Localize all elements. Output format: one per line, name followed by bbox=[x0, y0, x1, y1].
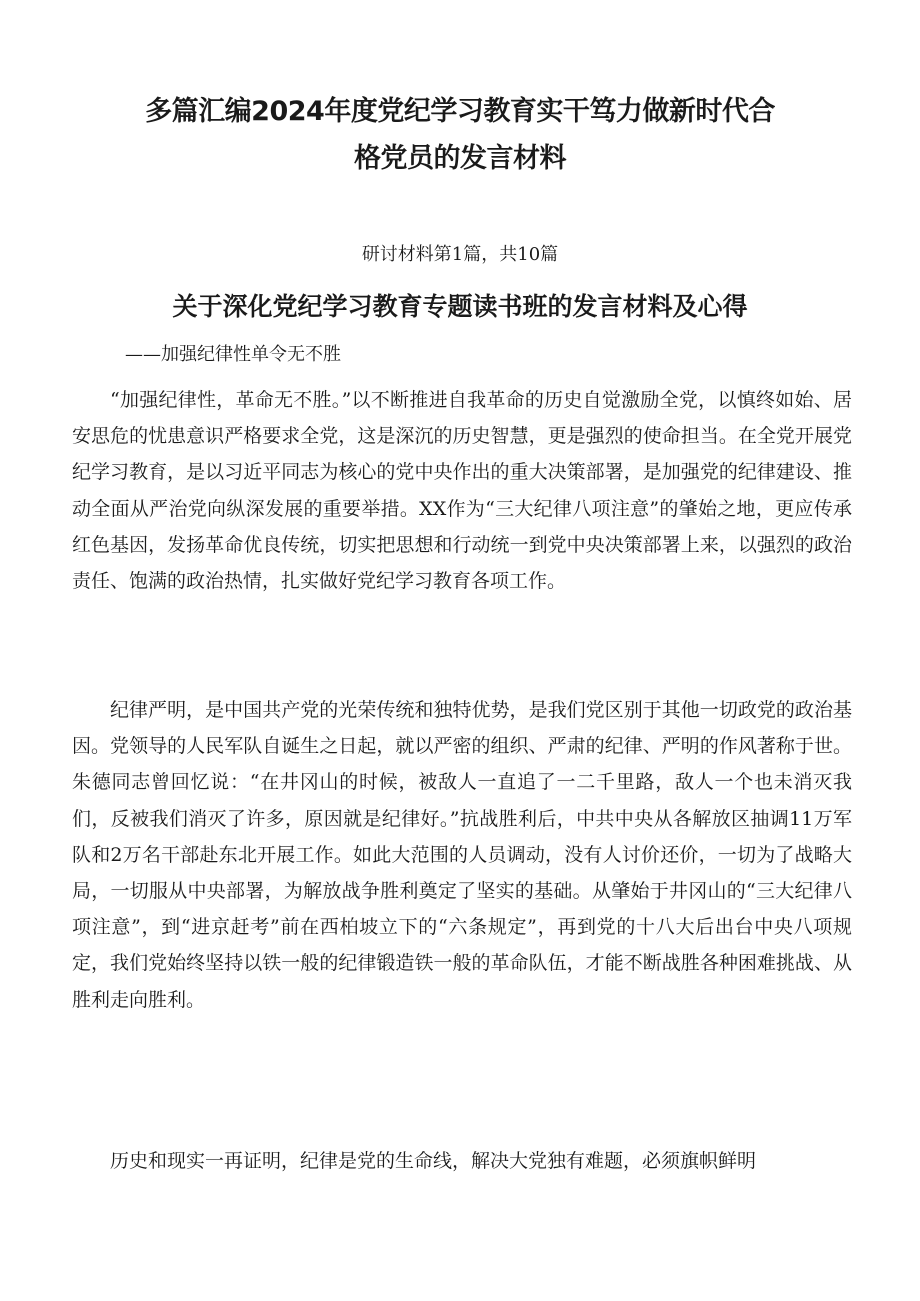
body-paragraph-3: 历史和现实一再证明，纪律是党的生命线，解决大党独有难题，必须旗帜鲜明 bbox=[110, 1150, 757, 1172]
document-title-line-2: 格党员的发言材料 bbox=[354, 143, 566, 174]
body-paragraph-1: “加强纪律性，革命无不胜。”以不断推进自我革命的历史自觉激励全党，以慎终如始、居安思危的忧患意识严格要求全党，这是深沉的历史智慧，更是强烈的使命担当。在全党开展党纪学习教育，是以习近平同志为核心的党中央作出的重大决策部署，是加强党的纪律建设、推动全面从严治党向纵深发展的重要举措。XX作为“三大纪律八项注意”的肇始之地，更应传承红色基因，发扬革命优良传统，切实把思想和行动统一到党中央决策部署上来，以强烈的政治责任、饱满的政治热情，扎实做好党纪学习教育各项工作。 bbox=[72, 389, 852, 593]
article-subtitle: ——加强纪律性单令无不胜 bbox=[125, 344, 341, 365]
document-title bbox=[60, 88, 860, 182]
section-counter: 研讨材料第1篇，共10篇 bbox=[361, 244, 559, 265]
document-title-line-1: 多篇汇编2024年度党纪学习教育实干笃力做新时代合 bbox=[145, 96, 775, 127]
body-paragraph-2: 纪律严明，是中国共产党的光荣传统和独特优势，是我们党区别于其他一切政党的政治基因。党领导的人民军队自诞生之日起，就以严密的组织、严肃的纪律、严明的作风著称于世。朱德同志曾回忆说：“在井冈山的时候，被敌人一直追了一二千里路，敌人一个也未消灭我们，反被我们消灭了许多，原因就是纪律好。”抗战胜利后，中共中央从各解放区抽调11万军队和2万名干部赴东北开展工作。如此大范围的人员调动，没有人讨价还价，一切为了战略大局，一切服从中央部署，为解放战争胜利奠定了坚实的基础。从肇始于井冈山的“三大纪律八项注意”，到“进京赶考”前在西柏坡立下的“六条规定”，再到党的十八大后出台中央八项规定，我们党始终坚持以铁一般的纪律锻造铁一般的革命队伍，才能不断战胜各种困难挑战、从胜利走向胜利。 bbox=[72, 699, 852, 1011]
article-title: 关于深化党纪学习教育专题读书班的发言材料及心得 bbox=[172, 292, 748, 321]
